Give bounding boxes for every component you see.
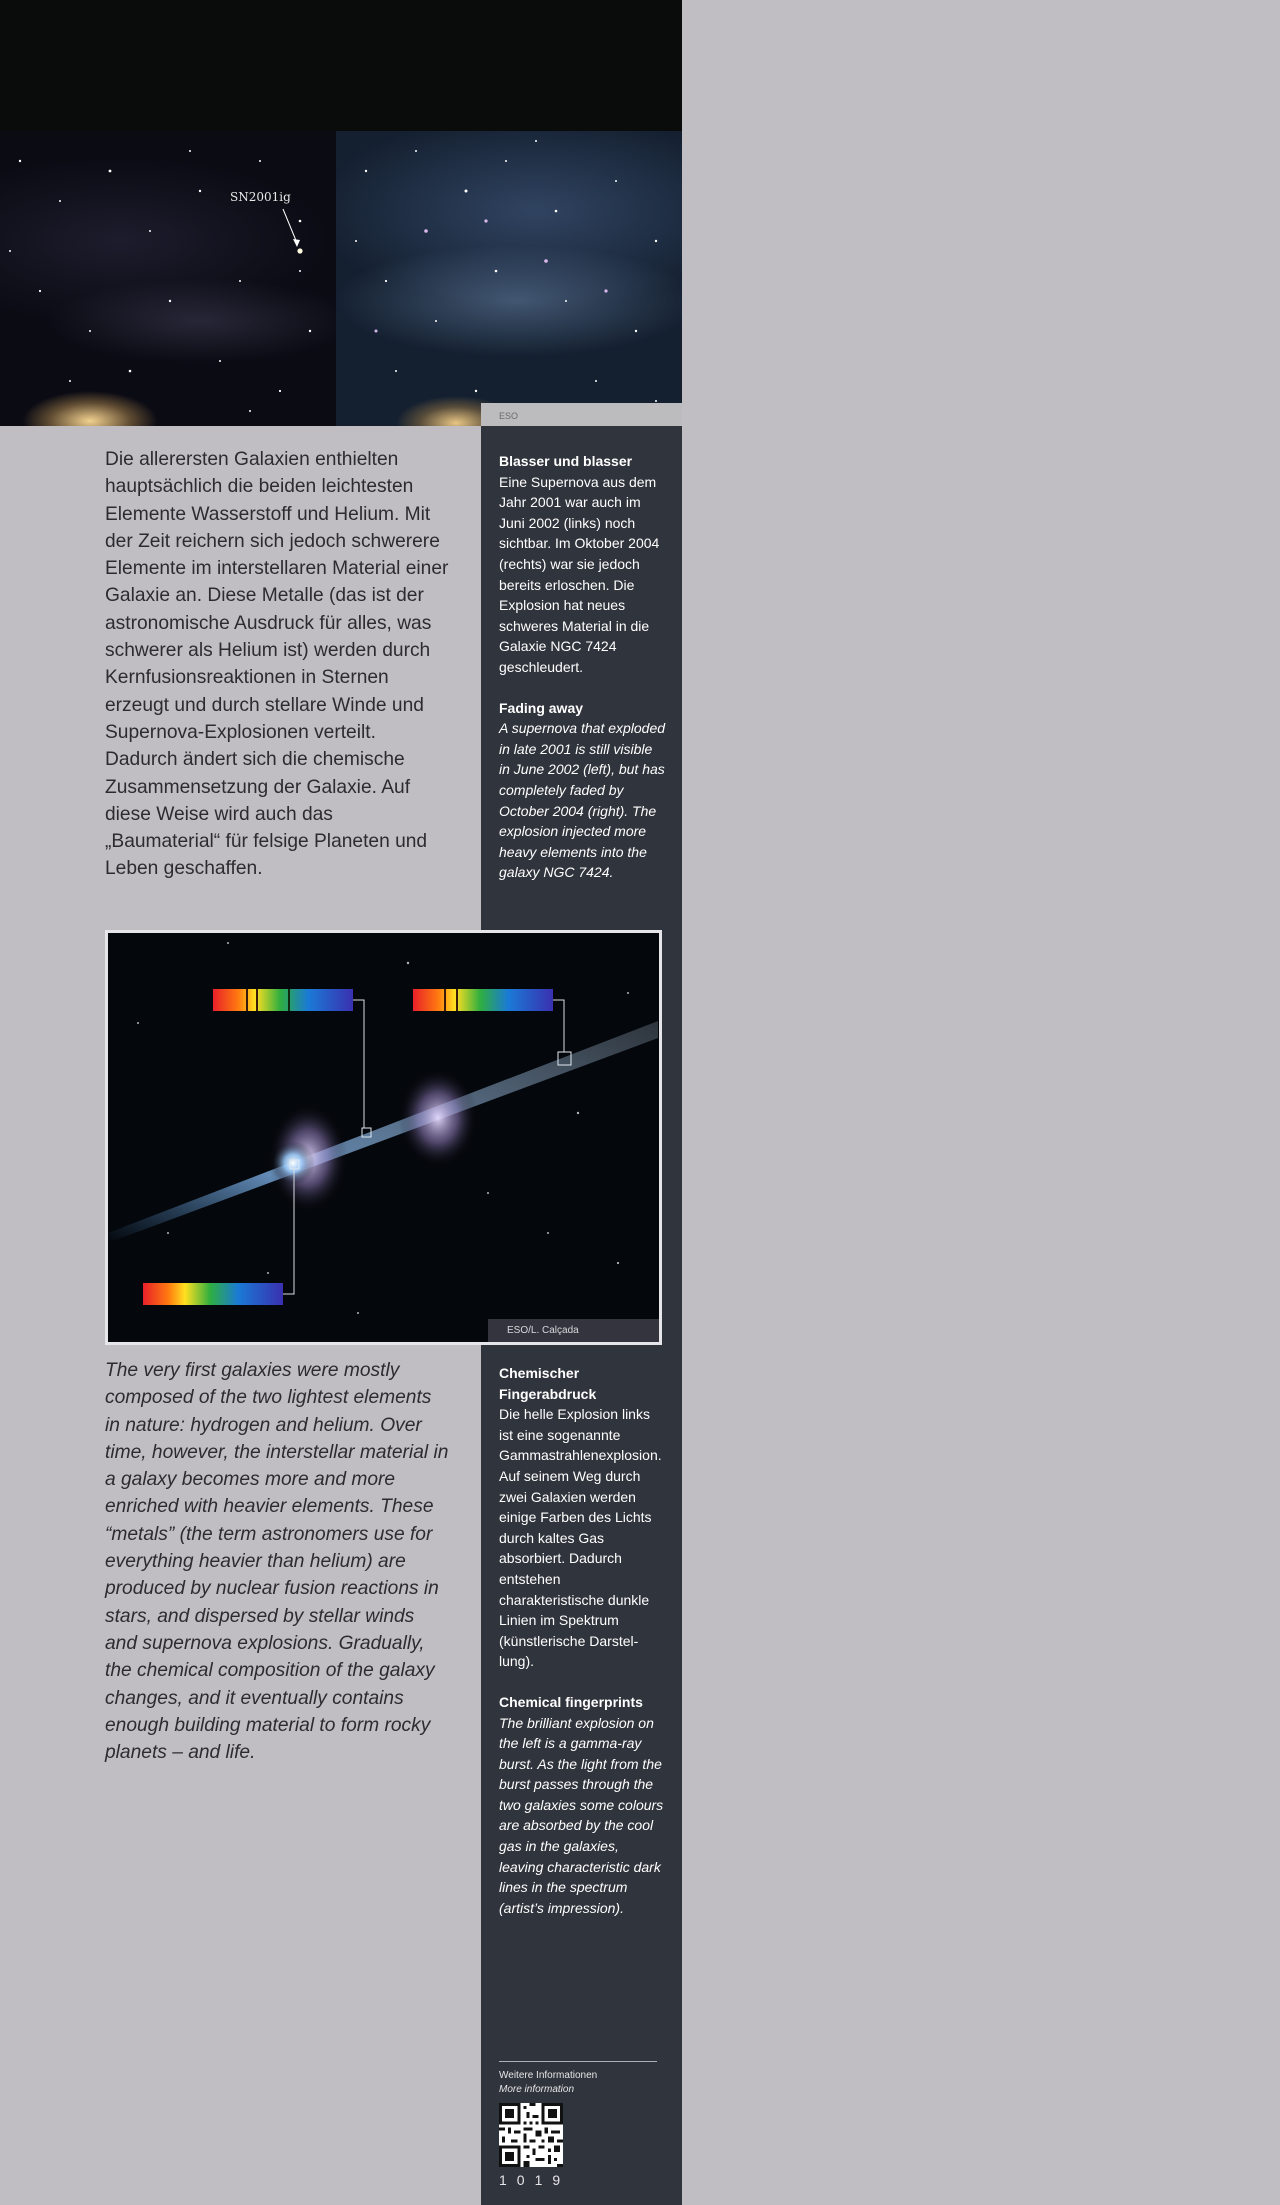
more-info-divider bbox=[499, 2061, 657, 2062]
main-text-english: The very first galaxies were mostly composed of the two lightest elements in nature: hydrogen and helium. Over time, however, the interstellar material in a galaxy becomes more and more enriched with heavier elements. These “metals” (the term astronomers use for everything heavier than helium) are produced by nuclear fusion reactions in stars, and dispersed by stellar winds and supernova explosions. Gradually, the chemical composition of the galaxy changes, and it eventually contains enough building material to form rocky planets – and life. bbox=[105, 1360, 449, 1764]
supernova-photo-2004 bbox=[336, 131, 682, 426]
caption-title-en: Fading away bbox=[499, 699, 584, 716]
caption2-body-en: The brilliant explosion on the left is a gamma-ray burst. As the light from the burst passes through the two galaxies some colours are absorbed by the cool gas in the galaxies, leaving characteristic dark lines in the spectrum (artist’s impression). bbox=[499, 1714, 664, 1916]
starfield-left bbox=[0, 131, 336, 426]
caption2-title-de: Chemischer Fingerabdruck bbox=[499, 1365, 597, 1402]
sidebar-caption-fingerprints bbox=[499, 1363, 667, 1918]
caption2-body-de: Die helle Explosion links ist eine sogenannte Gammastrahlenexplosion. Auf seinem Weg durch zwei Galaxien werden einige Farben des Lichts durch kaltes Gas absorbiert. Dadurch entstehen charakteristische dunkle Linien im Spektrum (künstlerische Darstellung). bbox=[499, 1406, 662, 1670]
page-number: 1019 bbox=[499, 2172, 571, 2188]
illustration-credit: ESO/L. Calçada bbox=[488, 1319, 659, 1342]
starfield-right bbox=[336, 131, 682, 426]
gamma-ray-burst-artwork bbox=[108, 933, 659, 1342]
spectrum-bottom bbox=[143, 1283, 283, 1305]
top-black-band bbox=[0, 0, 682, 131]
more-info-label-en: More information bbox=[499, 2084, 575, 2095]
photo-credit: ESO bbox=[499, 411, 519, 421]
more-info-label-de: Weitere Informationen bbox=[499, 2070, 598, 2081]
sidebar-caption-fading bbox=[499, 451, 667, 883]
supernova-label: SN2001ig bbox=[230, 190, 291, 204]
caption-body-en: A supernova that exploded in late 2001 is still visible in June 2002 (left), but has completely faded by October 2004 (right). The explosion injected more heavy elements into the galaxy NGC 7424. bbox=[499, 720, 666, 881]
qr-code-icon bbox=[499, 2103, 563, 2167]
spectrum-top-right bbox=[413, 989, 553, 1011]
main-text-german: Die allerersten Galaxien enthielten hauptsächlich die beiden leichtesten Elemente Wasserstoff und Helium. Mit der Zeit reichern sich jedoch schwerere Elemente im interstellaren Material einer Galaxie an. Diese Metalle (das ist der astronomische Ausdruck für alles, was schwerer als Helium ist) werden durch Kernfusionsreaktionen in Sternen erzeugt und durch stellare Winde und Supernova-Explosionen verteilt. Dadurch ändert sich die chemische Zusammensetzung der Galaxie. Auf diese Weise wird auch das „Baumaterial“ für felsige Planeten und Leben geschaffen. bbox=[105, 449, 449, 880]
spectrum-top-left bbox=[213, 989, 353, 1011]
qr-code[interactable] bbox=[499, 2103, 563, 2167]
gamma-ray-burst-illustration bbox=[105, 930, 662, 1345]
supernova-photo-2002 bbox=[0, 131, 336, 426]
supernova-arrow bbox=[283, 209, 297, 243]
supernova-point bbox=[297, 248, 302, 253]
caption-title-de: Blasser und blasser bbox=[499, 453, 633, 469]
background-galaxy bbox=[398, 1068, 478, 1168]
burst-glow bbox=[271, 1141, 315, 1185]
caption2-title-en: Chemical fingerprints bbox=[499, 1693, 643, 1710]
caption-body-de: Eine Supernova aus dem Jahr 2001 war auch im Juni 2002 (links) noch sichtbar. Im Oktober 2004 (rechts) war sie jedoch bereits erloschen. Die Explosion hat neues schweres Material in die Galaxie NGC 7424 geschleudert. bbox=[499, 473, 660, 675]
